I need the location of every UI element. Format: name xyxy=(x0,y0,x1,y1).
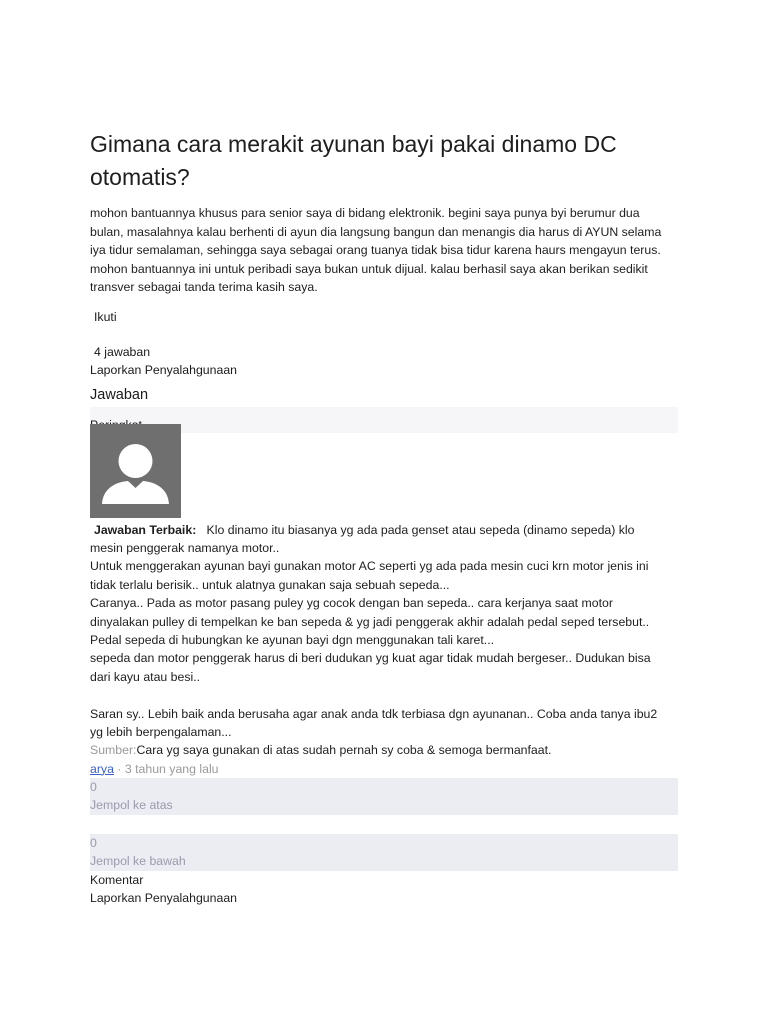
answer-line: yg lebih berpengalaman... xyxy=(90,724,232,739)
answer-line: Pedal sepeda di hubungkan ke ayunan bayi dgn menggunakan tali karet... xyxy=(90,632,495,647)
answer-line: Saran sy.. Lebih baik anda berusaha agar anak anda tdk terbiasa dgn ayunanan.. Coba anda tanya ibu2 xyxy=(90,706,658,721)
best-answer-label: Jawaban Terbaik: xyxy=(94,522,197,537)
upvote-label: Jempol ke atas xyxy=(90,797,173,812)
answer-line: Untuk menggerakan ayunan bayi gunakan motor AC seperti yg ada pada mesin cuci krn motor jenis ini xyxy=(90,559,649,574)
answer-meta xyxy=(90,760,680,778)
downvote-count: 0 xyxy=(90,835,97,850)
source-text: Cara yg saya gunakan di atas sudah pernah sy coba & semoga bermanfaat. xyxy=(136,743,552,758)
answer-line: dari kayu atau besi.. xyxy=(90,669,201,684)
vote-spacer xyxy=(90,815,680,834)
answer-line: tidak terlalu berisik.. untuk alatnya gunakan saja sebuah sepeda... xyxy=(90,577,450,592)
answer-report-abuse-link[interactable]: Laporkan Penyalahgunaan xyxy=(90,891,238,906)
answer-source xyxy=(90,741,680,759)
author-link[interactable]: arya xyxy=(90,761,114,776)
answer-line: Klo dinamo itu biasanya yg ada pada genset atau sepeda (dinamo sepeda) klo xyxy=(206,522,635,537)
answer-line: sepeda dan motor penggerak harus di beri dudukan yg kuat agar tidak mudah bergeser.. Dudukan bisa xyxy=(90,651,651,666)
answer-count: 4 jawaban xyxy=(94,344,151,359)
question-title: Gimana cara merakit ayunan bayi pakai dinamo DC otomatis? xyxy=(90,131,617,190)
blank-line xyxy=(90,686,680,704)
upvote-count: 0 xyxy=(90,779,97,794)
answer-line: dinyalakan pulley di tempelkan ke ban sepeda & yg jadi penggerak akhir adalah pedal seped tersebut.. xyxy=(90,614,650,629)
question-page xyxy=(90,128,680,908)
question-body xyxy=(90,204,680,297)
best-answer xyxy=(90,521,680,760)
question-body-line: iya tidur semalaman, sehingga saya sebagai orang tuanya tidak bisa tidur karena haurs mengayun terus. xyxy=(90,243,661,257)
answer-line: mesin penggerak namanya motor.. xyxy=(90,540,280,555)
report-abuse-link[interactable]: Laporkan Penyalahgunaan xyxy=(90,362,238,377)
downvote-label: Jempol ke bawah xyxy=(90,853,186,868)
thumbs-up-button[interactable] xyxy=(90,778,678,815)
answer-line: Caranya.. Pada as motor pasang puley yg cocok dengan ban sepeda.. cara kerjanya saat motor xyxy=(90,596,613,611)
thumbs-down-button[interactable] xyxy=(90,834,678,871)
answer-time: · 3 tahun yang lalu xyxy=(113,761,219,776)
source-label: Sumber: xyxy=(90,743,137,758)
comment-link[interactable]: Komentar xyxy=(90,872,144,887)
default-user-avatar-icon xyxy=(90,424,181,518)
question-body-line: mohon bantuannya khusus para senior saya di bidang elektronik. begini saya punya byi berumur dua xyxy=(90,206,640,220)
question-body-line: bulan, masalahnya kalau berhenti di ayun dia langsung bangun dan menangis dia harus di AYUN selama xyxy=(90,224,662,239)
follow-button[interactable]: Ikuti xyxy=(94,309,117,324)
question-body-line: mohon bantuannya ini untuk peribadi saya bukan untuk dijual. kalau berhasil saya akan berikan sedikit xyxy=(90,261,648,276)
question-body-line: transver sebagai tanda terima kasih saya. xyxy=(90,280,318,294)
answers-section-title: Jawaban xyxy=(90,386,149,403)
